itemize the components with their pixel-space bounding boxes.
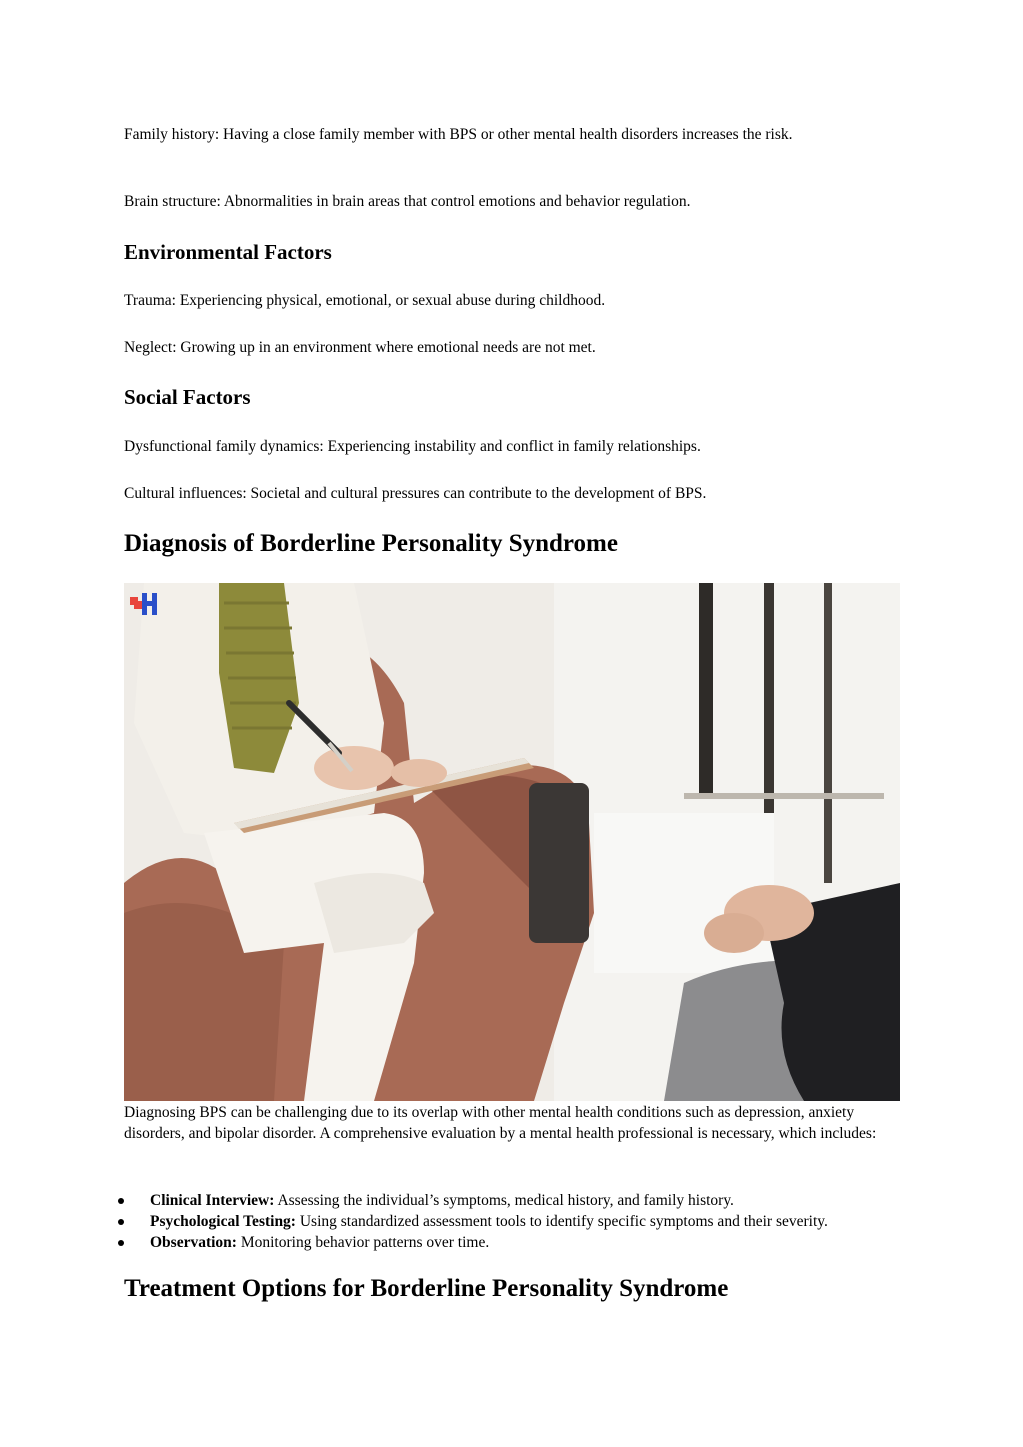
list-item-term: Psychological Testing: (150, 1213, 296, 1230)
diagnosis-list (124, 1190, 900, 1253)
list-item-term: Clinical Interview: (150, 1192, 275, 1209)
list-item-term: Observation: (150, 1234, 237, 1251)
bullet-icon (118, 1219, 124, 1225)
list-item-clinical-interview (124, 1190, 900, 1211)
list-item-psychological-testing (124, 1211, 900, 1232)
bullet-icon (118, 1198, 124, 1204)
family-dynamics-paragraph: Dysfunctional family dynamics: Experiencing instability and conflict in family relationships. (124, 438, 701, 455)
list-item-text: Assessing the individual’s symptoms, medical history, and family history. (274, 1192, 734, 1209)
social-factors-heading: Social Factors (124, 385, 251, 409)
cultural-influences-paragraph: Cultural influences: Societal and cultural pressures can contribute to the development of BPS. (124, 485, 707, 502)
family-history-paragraph: Family history: Having a close family member with BPS or other mental health disorders increases the risk. (124, 126, 793, 143)
list-item-text: Using standardized assessment tools to identify specific symptoms and their severity. (295, 1213, 828, 1230)
brain-structure-paragraph: Brain structure: Abnormalities in brain areas that control emotions and behavior regulation. (124, 193, 691, 210)
neglect-paragraph: Neglect: Growing up in an environment where emotional needs are not met. (124, 339, 596, 356)
environmental-factors-heading: Environmental Factors (124, 240, 332, 264)
treatment-heading: Treatment Options for Borderline Personality Syndrome (124, 1275, 729, 1302)
list-item-text: Monitoring behavior patterns over time. (236, 1234, 490, 1251)
list-item-observation (124, 1232, 900, 1253)
trauma-paragraph: Trauma: Experiencing physical, emotional, or sexual abuse during childhood. (124, 292, 606, 309)
diagnosis-heading: Diagnosis of Borderline Personality Syndrome (124, 530, 618, 557)
therapy-session-photo (124, 583, 900, 1101)
bullet-icon (118, 1240, 124, 1246)
diagnosis-intro-paragraph: Diagnosing BPS can be challenging due to its overlap with other mental health conditions such as depression, anxiety disorders, and bipolar disorder. A comprehensive evaluation by a mental health professional is necessary, which includes: (124, 1104, 877, 1142)
